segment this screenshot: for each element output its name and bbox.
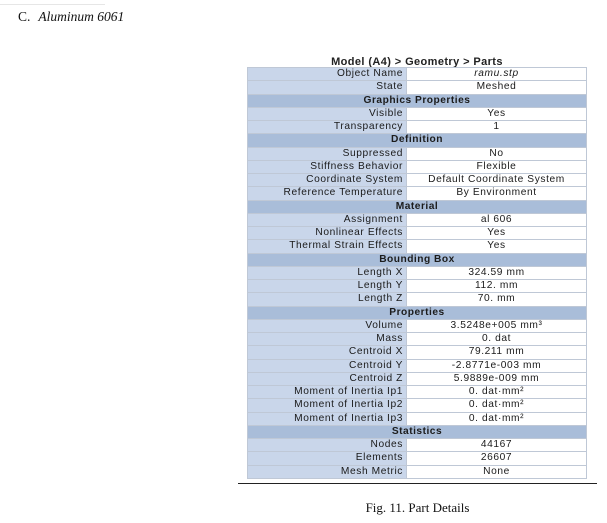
property-row (248, 412, 587, 425)
property-label: Moment of Inertia Ip3 (248, 412, 407, 425)
figure-rule (238, 483, 597, 484)
property-row (248, 386, 587, 399)
property-label: Mass (248, 333, 407, 346)
section-header-row (248, 253, 587, 266)
property-row (248, 68, 587, 81)
property-value: By Environment (407, 187, 587, 200)
property-row (248, 372, 587, 385)
property-row (248, 359, 587, 372)
section-header: Graphics Properties (248, 94, 587, 107)
property-row (248, 187, 587, 200)
property-value: 3.5248e+005 mm³ (407, 319, 587, 332)
property-row (248, 240, 587, 253)
property-label: Elements (248, 452, 407, 465)
property-row (248, 452, 587, 465)
property-label: Coordinate System (248, 174, 407, 187)
section-header-row (248, 134, 587, 147)
property-row (248, 160, 587, 173)
property-row (248, 293, 587, 306)
part-details-table (247, 67, 587, 479)
property-value: Flexible (407, 160, 587, 173)
property-label: Object Name (248, 68, 407, 81)
property-label: Nonlinear Effects (248, 227, 407, 240)
figure-caption: Fig. 11. Part Details (365, 500, 470, 515)
property-value: 44167 (407, 439, 587, 452)
property-value: 0. dat·mm² (407, 412, 587, 425)
property-value: Yes (407, 227, 587, 240)
section-header-row (248, 306, 587, 319)
property-value: 26607 (407, 452, 587, 465)
section-header: Material (248, 200, 587, 213)
property-row (248, 319, 587, 332)
property-row (248, 81, 587, 94)
property-row (248, 333, 587, 346)
section-header: Definition (248, 134, 587, 147)
property-label: Thermal Strain Effects (248, 240, 407, 253)
property-value: ramu.stp (407, 68, 587, 81)
property-label: Volume (248, 319, 407, 332)
section-title: Aluminum 6061 (38, 9, 125, 24)
property-row (248, 213, 587, 226)
property-value: 0. dat·mm² (407, 399, 587, 412)
section-header: Properties (248, 306, 587, 319)
section-header-row (248, 94, 587, 107)
property-label: Stiffness Behavior (248, 160, 407, 173)
property-label: Length X (248, 266, 407, 279)
property-row (248, 107, 587, 120)
property-value: None (407, 465, 587, 478)
property-value: Yes (407, 107, 587, 120)
property-label: Transparency (248, 121, 407, 134)
property-label: Reference Temperature (248, 187, 407, 200)
property-value: Yes (407, 240, 587, 253)
table-body (248, 68, 587, 479)
property-label: Visible (248, 107, 407, 120)
top-divider (0, 4, 105, 5)
section-heading (18, 9, 124, 25)
property-row (248, 147, 587, 160)
property-row (248, 399, 587, 412)
section-header-row (248, 425, 587, 438)
property-row (248, 465, 587, 478)
property-value: 0. dat·mm² (407, 386, 587, 399)
property-label: Moment of Inertia Ip2 (248, 399, 407, 412)
property-value: al 606 (407, 213, 587, 226)
property-label: Length Y (248, 280, 407, 293)
property-row (248, 439, 587, 452)
section-letter: C. (18, 9, 31, 24)
property-value: 112. mm (407, 280, 587, 293)
table-title: Model (A4) > Geometry > Parts (331, 56, 503, 68)
property-label: Centroid X (248, 346, 407, 359)
property-value: 70. mm (407, 293, 587, 306)
property-value: 79.211 mm (407, 346, 587, 359)
property-row (248, 227, 587, 240)
property-label: Length Z (248, 293, 407, 306)
property-label: Moment of Inertia Ip1 (248, 386, 407, 399)
property-value: 324.59 mm (407, 266, 587, 279)
property-label: State (248, 81, 407, 94)
property-label: Assignment (248, 213, 407, 226)
property-value: No (407, 147, 587, 160)
section-header: Bounding Box (248, 253, 587, 266)
property-row (248, 121, 587, 134)
property-label: Centroid Y (248, 359, 407, 372)
property-label: Mesh Metric (248, 465, 407, 478)
property-value: 5.9889e-009 mm (407, 372, 587, 385)
property-value: 0. dat (407, 333, 587, 346)
property-label: Nodes (248, 439, 407, 452)
property-row (248, 266, 587, 279)
property-row (248, 346, 587, 359)
property-value: 1 (407, 121, 587, 134)
property-value: -2.8771e-003 mm (407, 359, 587, 372)
property-label: Centroid Z (248, 372, 407, 385)
property-value: Default Coordinate System (407, 174, 587, 187)
property-value: Meshed (407, 81, 587, 94)
property-label: Suppressed (248, 147, 407, 160)
property-row (248, 280, 587, 293)
section-header-row (248, 200, 587, 213)
property-row (248, 174, 587, 187)
section-header: Statistics (248, 425, 587, 438)
